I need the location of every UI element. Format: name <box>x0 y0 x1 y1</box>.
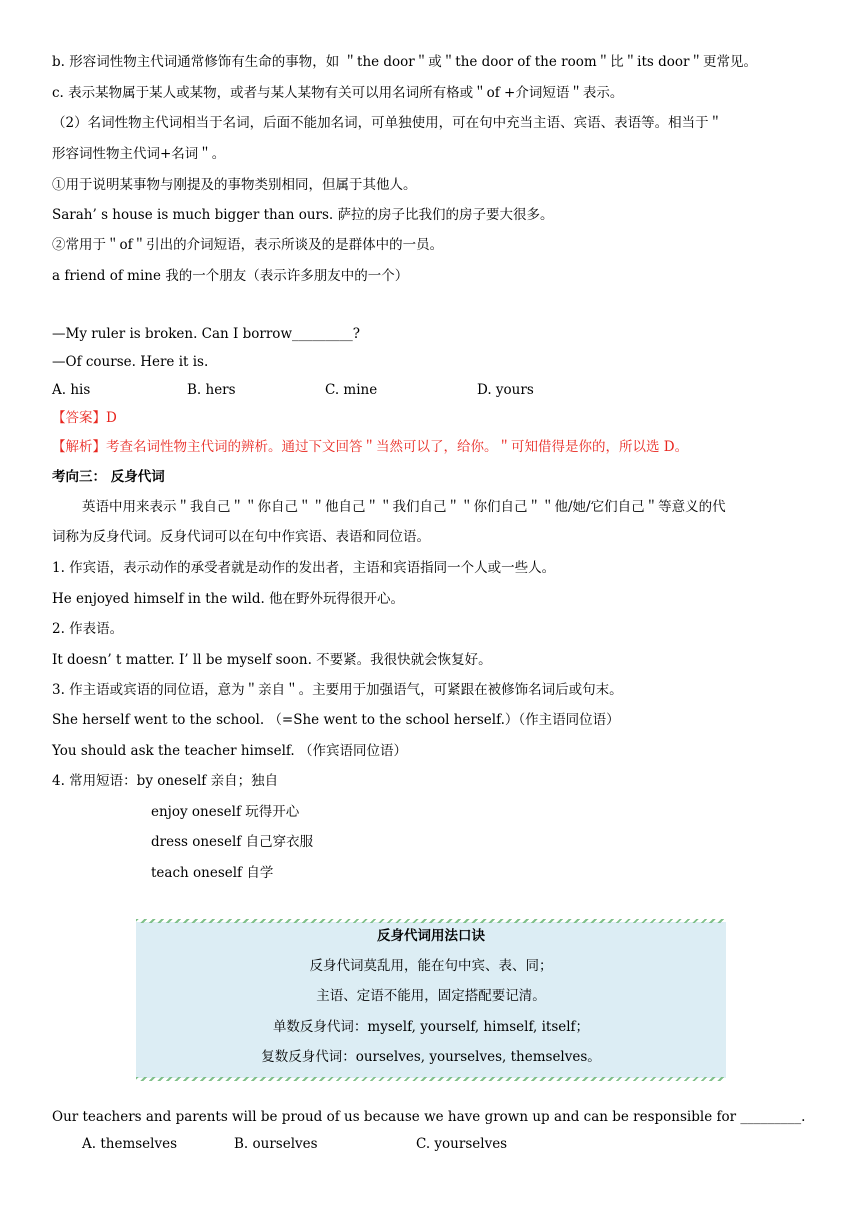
text-line: 形容词性物主代词+名词＂。 <box>52 146 226 162</box>
example-sentence: You should ask the teacher himself. （作宾语同位语） <box>52 743 407 759</box>
mnemonic-box <box>136 922 726 1078</box>
text-line: b. 形容词性物主代词通常修饰有生命的事物，如 ＂the door＂或＂the door of the room＂比＂its door＂更常见。 <box>52 54 757 70</box>
mnemonic-line: 复数反身代词：ourselves, yourselves, themselves。 <box>261 1049 601 1065</box>
usage-point: 2. 作表语。 <box>52 621 124 637</box>
usage-point: 1. 作宾语，表示动作的承受者就是动作的发出者，主语和宾语指同一个人或一些人。 <box>52 560 556 576</box>
text-line: c. 表示某物属于某人或某物，或者与某人某物有关可以用名词所有格或＂of +介词短语＂表示。 <box>52 85 624 101</box>
mnemonic-line: 反身代词莫乱用，能在句中宾、表、同； <box>309 958 553 974</box>
option-b: B. ourselves <box>234 1136 318 1152</box>
phrase-item: teach oneself 自学 <box>151 865 274 881</box>
answer-label: 【答案】D <box>52 410 117 426</box>
example-sentence: It doesn’ t matter. I’ ll be myself soon. 不要紧。我很快就会恢复好。 <box>52 652 492 668</box>
phrase-item: enjoy oneself 玩得开心 <box>151 804 300 820</box>
example-sentence: Sarah’ s house is much bigger than ours. 萨拉的房子比我们的房子要大很多。 <box>52 207 554 223</box>
usage-point: 3. 作主语或宾语的同位语，意为＂亲自＂。主要用于加强语气，可紧跟在被修饰名词后或句末。 <box>52 682 623 698</box>
intro-text: 词称为反身代词。反身代词可以在句中作宾语、表语和同位语。 <box>52 529 430 545</box>
question-line: —Of course. Here it is. <box>52 354 209 370</box>
option-d: D. yours <box>477 382 534 398</box>
mnemonic-title: 反身代词用法口诀 <box>377 928 485 944</box>
option-a: A. themselves <box>82 1136 178 1152</box>
text-line: ②常用于＂of＂引出的介词短语，表示所谈及的是群体中的一员。 <box>52 237 444 253</box>
option-b: B. hers <box>187 382 236 398</box>
example-sentence: She herself went to the school. （=She went to the school herself.）（作主语同位语） <box>52 712 620 728</box>
usage-point: 4. 常用短语：by oneself 亲自；独自 <box>52 773 279 789</box>
example-sentence: He enjoyed himself in the wild. 他在野外玩得很开心。 <box>52 591 405 607</box>
text-line: ①用于说明某事物与刚提及的事物类别相同，但属于其他人。 <box>52 177 417 193</box>
mnemonic-line: 单数反身代词：myself, yourself, himself, itself； <box>272 1019 590 1035</box>
section-heading: 考向三： 反身代词 <box>52 469 165 485</box>
example-sentence: a friend of mine 我的一个朋友（表示许多朋友中的一个） <box>52 268 409 284</box>
phrase-item: dress oneself 自己穿衣服 <box>151 834 314 850</box>
option-c: C. mine <box>325 382 378 398</box>
intro-text: 英语中用来表示＂我自己＂＂你自己＂＂他自己＂＂我们自己＂＂你们自己＂＂他/她/它们自己＂等意义的代 <box>82 499 726 515</box>
question-stem: Our teachers and parents will be proud of us because we have grown up and can be responsible for _________. <box>52 1109 806 1125</box>
question-line: —My ruler is broken. Can I borrow_________? <box>52 326 360 342</box>
option-c: C. yourselves <box>416 1136 508 1152</box>
mnemonic-line: 主语、定语不能用，固定搭配要记清。 <box>316 988 546 1004</box>
text-line: （2）名词性物主代词相当于名词，后面不能加名词，可单独使用，可在句中充当主语、宾语、表语等。相当于＂ <box>52 115 723 131</box>
option-a: A. his <box>52 382 91 398</box>
analysis-text: 【解析】考查名词性物主代词的辨析。通过下文回答＂当然可以了，给你。＂可知借得是你的，所以选 D。 <box>52 439 689 455</box>
